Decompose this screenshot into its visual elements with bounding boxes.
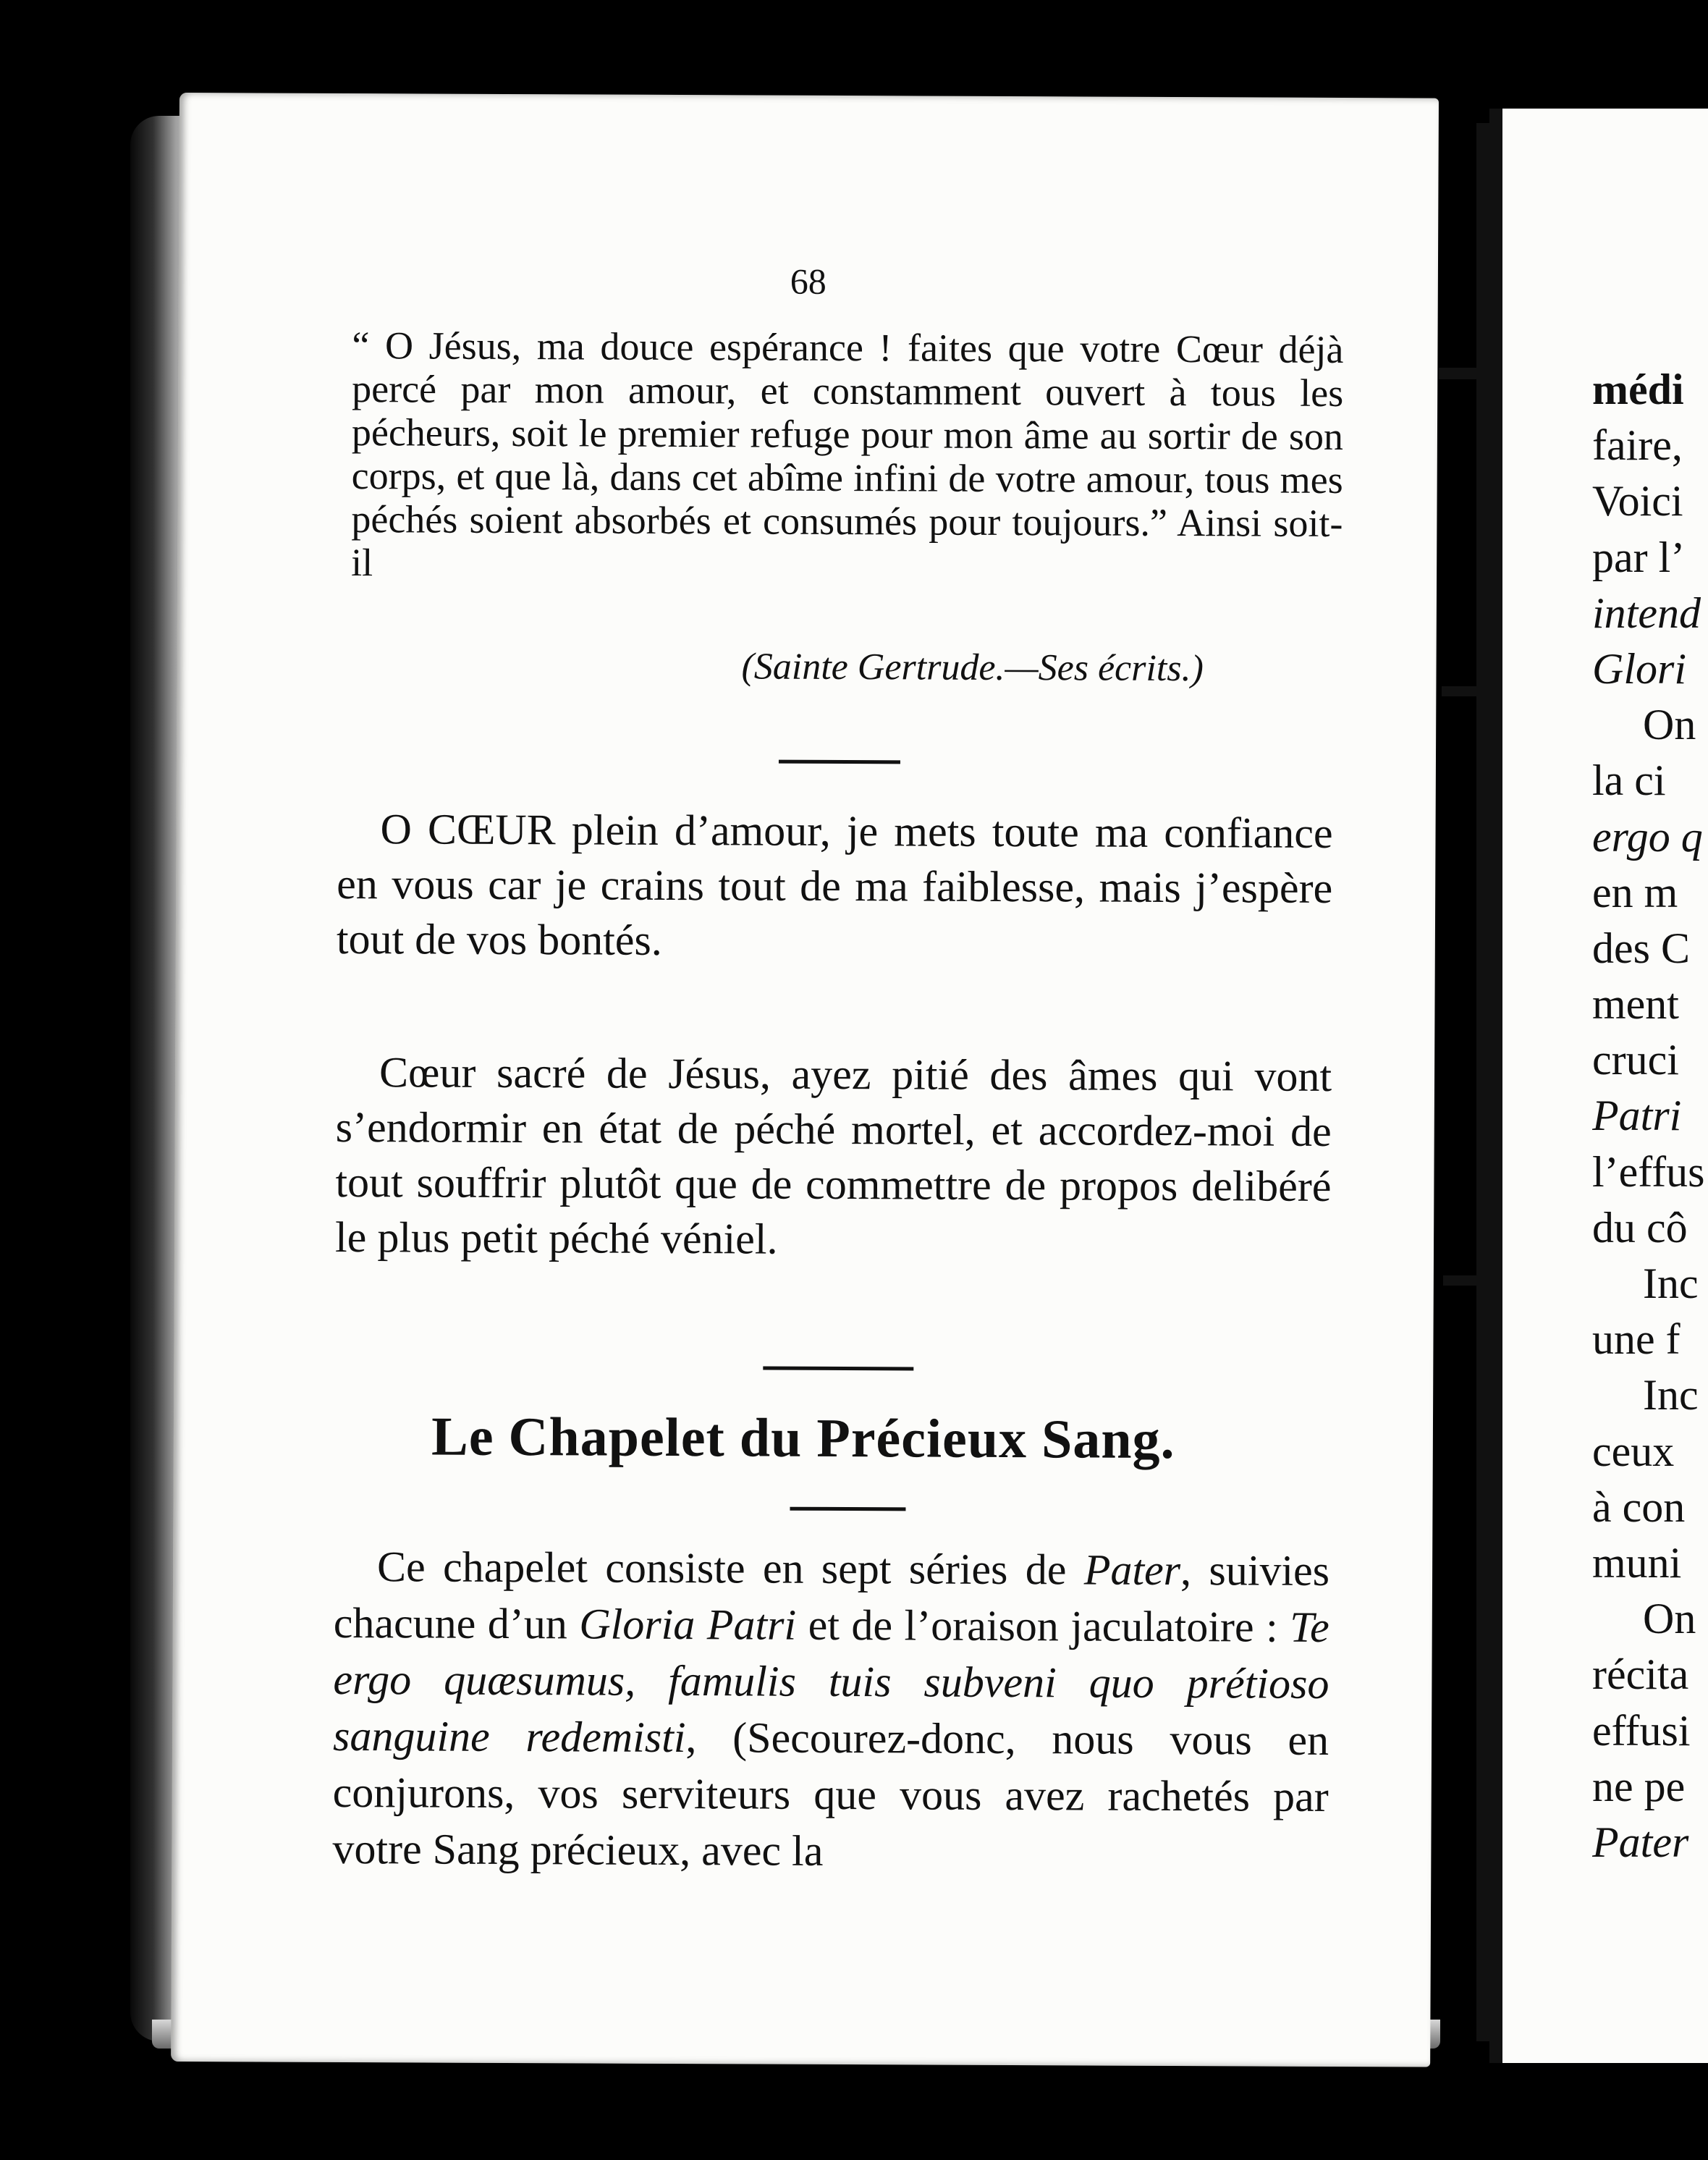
right-line: des C <box>1592 924 1690 972</box>
latin-term-gloria-patri: Gloria Patri <box>579 1600 797 1649</box>
right-line: On <box>1643 1595 1696 1643</box>
page-number: 68 <box>790 261 826 302</box>
right-line: Glori <box>1592 644 1687 693</box>
binding-thread <box>1443 1275 1494 1286</box>
right-line: Voici <box>1592 477 1683 526</box>
right-line: ne pe <box>1592 1762 1686 1810</box>
right-line: effusi <box>1592 1706 1691 1755</box>
right-line: la ci <box>1592 756 1666 805</box>
right-line: faire, <box>1592 421 1683 470</box>
right-line: en m <box>1592 868 1678 916</box>
latin-prayer: Te ergo quæsumus, famulis tuis subveni quo prétioso sanguine redemisti <box>332 1603 1329 1762</box>
right-line: ceux <box>1592 1427 1675 1475</box>
right-line: Inc <box>1643 1260 1699 1307</box>
divider-rule <box>790 1507 905 1511</box>
binding-thread <box>1442 686 1489 696</box>
body-text: , (Secourez-donc, nous vous en conjurons, vos serviteurs que vous avez rachetés par votre Sang précieux, avec la <box>332 1713 1329 1875</box>
right-line: ment <box>1592 980 1679 1029</box>
paragraph-coeur-amour: O CŒUR plein d’amour, je mets toute ma confiance en vous car je crains tout de ma faiblesse, mais j’espère tout de vos bontés. <box>336 805 1333 964</box>
body-text: et de l’oraison jaculatoire : <box>796 1600 1290 1651</box>
right-line: du cô <box>1592 1203 1688 1252</box>
quote-source: (Sainte Gertrude.—Ses écrits.) <box>741 646 1204 690</box>
right-line: cruci <box>1592 1036 1679 1084</box>
binding-thread <box>1439 368 1489 379</box>
divider-rule <box>779 760 900 764</box>
paragraph-coeur-sacre: Cœur sacré de Jésus, ayez pitié des âmes qui vont s’endormir en état de péché mortel, et accordez-moi de tout souffrir plutôt que de commettre de propos delibéré le plus petit péché véniel. <box>334 1048 1332 1263</box>
body-text: , suivies chacune d’un <box>333 1546 1330 1648</box>
right-page-text <box>1592 362 1708 1870</box>
paragraph-chapelet <box>332 1538 1329 1881</box>
right-line: Inc <box>1643 1371 1699 1419</box>
latin-term-pater: Pater <box>1083 1545 1181 1595</box>
right-line: récita <box>1592 1650 1689 1699</box>
right-line: muni <box>1592 1538 1682 1587</box>
section-heading: Le Chapelet du Précieux Sang. <box>431 1406 1175 1471</box>
right-line: ergo q <box>1592 812 1703 861</box>
right-line: intend <box>1592 588 1701 637</box>
right-line: l’effus <box>1592 1147 1705 1196</box>
right-line: par l’ <box>1592 533 1686 581</box>
divider-rule <box>763 1367 913 1371</box>
left-page <box>171 93 1439 2067</box>
right-line: à con <box>1592 1482 1686 1531</box>
right-line: Patri <box>1592 1092 1682 1140</box>
right-line: Pater <box>1592 1818 1689 1866</box>
prayer-quote: “ O Jésus, ma douce espérance ! faites que votre Cœur déjà percé par mon amour, et constamment ouvert à tous les pécheurs, soit le premier refuge pour mon âme au sortir de son corps, et que là, dans cet abîme infini de votre amour, tous mes péchés soient absorbés et consumés pour toujours.” Ainsi soit-il <box>351 324 1344 585</box>
right-line: médi <box>1592 366 1684 413</box>
body-text: Ce chapelet consiste en sept séries de <box>376 1543 1084 1594</box>
right-line: On <box>1643 701 1696 749</box>
right-line: une f <box>1592 1315 1680 1364</box>
